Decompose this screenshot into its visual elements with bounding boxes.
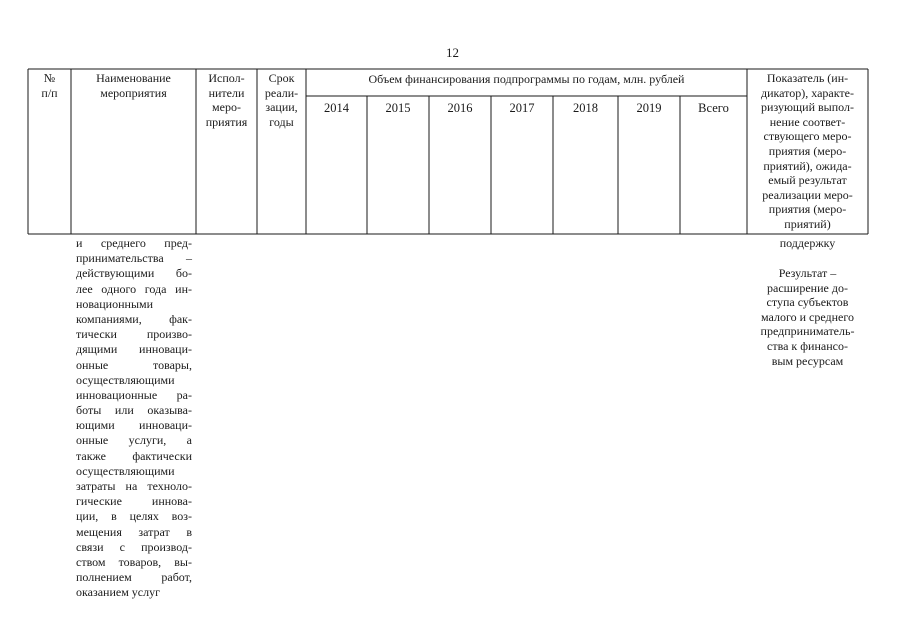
year-2017: 2017 xyxy=(509,101,535,115)
measure-name-text xyxy=(76,236,192,601)
header-executors-line: нители xyxy=(208,85,245,100)
indicator-result xyxy=(747,266,868,368)
measure-name-line: инновационные ра- xyxy=(76,387,192,402)
header-num-line: № xyxy=(43,71,56,85)
header-indicator-line: ризующий выпол- xyxy=(761,100,854,115)
measure-name-line: тически произво- xyxy=(76,327,192,342)
measure-name-line: компаниями, фак- xyxy=(76,311,192,326)
indicator-top-line: поддержку xyxy=(779,236,836,250)
header-name xyxy=(71,72,196,101)
header-funding-title: Объем финансирования подпрограммы по годам, млн. рублей xyxy=(368,72,685,86)
year-2019: 2019 xyxy=(636,101,662,115)
indicator-result-line: расширение до- xyxy=(767,280,848,295)
header-num xyxy=(28,72,71,101)
measure-name-line: осуществляющими xyxy=(76,463,175,478)
header-indicator-line: приятий) xyxy=(784,216,831,231)
measure-name-line: затраты на техноло- xyxy=(76,479,192,493)
measure-name-line: дящими инноваци- xyxy=(76,342,192,357)
header-indicator xyxy=(747,72,868,233)
measure-name-line: действующими бо- xyxy=(76,266,192,281)
header-num-line: п/п xyxy=(41,85,58,100)
header-executors xyxy=(196,72,257,130)
year-2014: 2014 xyxy=(324,101,349,115)
measure-name-line: оказанием услуг xyxy=(76,585,161,600)
indicator-result-line: ства к финансо- xyxy=(767,338,848,353)
measure-name-line: ством товаров, вы- xyxy=(76,554,192,569)
header-indicator-line: реализации меро- xyxy=(762,187,853,202)
header-indicator-line: емый результат xyxy=(768,173,847,188)
measure-name-line: боты или оказыва- xyxy=(76,403,192,418)
measure-name-line: ции, в целях воз- xyxy=(76,509,192,524)
indicator-result-line: малого и среднего xyxy=(761,309,854,324)
indicator-result-line: предприниматель- xyxy=(760,324,855,339)
header-term-line: годы xyxy=(269,114,294,129)
header-name-line: Наименование xyxy=(96,71,171,85)
measure-name-line: и среднего пред- xyxy=(76,236,192,250)
header-term xyxy=(257,72,306,130)
measure-name-line: онные товары, xyxy=(76,357,192,372)
measure-name-line: онные услуги, а xyxy=(76,433,192,448)
measure-name-line: мещения затрат в xyxy=(76,524,192,539)
indicator-result-line: Результат – xyxy=(778,266,837,280)
measure-name-line: также фактически xyxy=(76,448,192,463)
header-executors-line: меро- xyxy=(212,100,241,115)
header-indicator-line: приятия (меро- xyxy=(768,143,847,158)
measure-name-line: принимательства – xyxy=(76,251,192,266)
header-name-line: мероприятия xyxy=(100,85,167,100)
header-indicator-line: Показатель (ин- xyxy=(766,71,849,85)
header-indicator-line: нение соответ- xyxy=(769,114,846,129)
year-2018: 2018 xyxy=(573,101,598,115)
header-indicator-line: приятий), ожида- xyxy=(763,158,852,173)
header-term-line: Срок xyxy=(268,71,295,85)
header-term-line: зации, xyxy=(265,100,298,115)
header-executors-line: Испол- xyxy=(208,71,245,85)
header-indicator-line: ствующего меро- xyxy=(763,129,852,144)
year-total: Всего xyxy=(698,101,729,115)
year-2015: 2015 xyxy=(385,101,411,115)
measure-name-line: осуществляющими xyxy=(76,372,175,387)
header-executors-line: приятия xyxy=(205,114,248,129)
measure-name-line: лее одного года ин- xyxy=(76,281,192,296)
measure-name-line: полнением работ, xyxy=(76,570,192,585)
measure-name-line: новационными xyxy=(76,296,154,311)
header-term-line: реали- xyxy=(264,85,299,100)
measure-name-line: ющими инноваци- xyxy=(76,418,192,433)
header-indicator-line: приятия (меро- xyxy=(768,202,847,217)
measure-name-line: связи с производ- xyxy=(76,539,192,554)
measure-name-line: гические иннова- xyxy=(76,494,192,509)
indicator-text xyxy=(747,236,868,251)
indicator-result-line: ступа субъектов xyxy=(766,295,849,310)
indicator-result-line: вым ресурсам xyxy=(771,353,844,368)
year-2016: 2016 xyxy=(447,101,473,115)
page-number: 12 xyxy=(446,45,459,60)
header-indicator-line: дикатор), характе- xyxy=(760,85,854,100)
